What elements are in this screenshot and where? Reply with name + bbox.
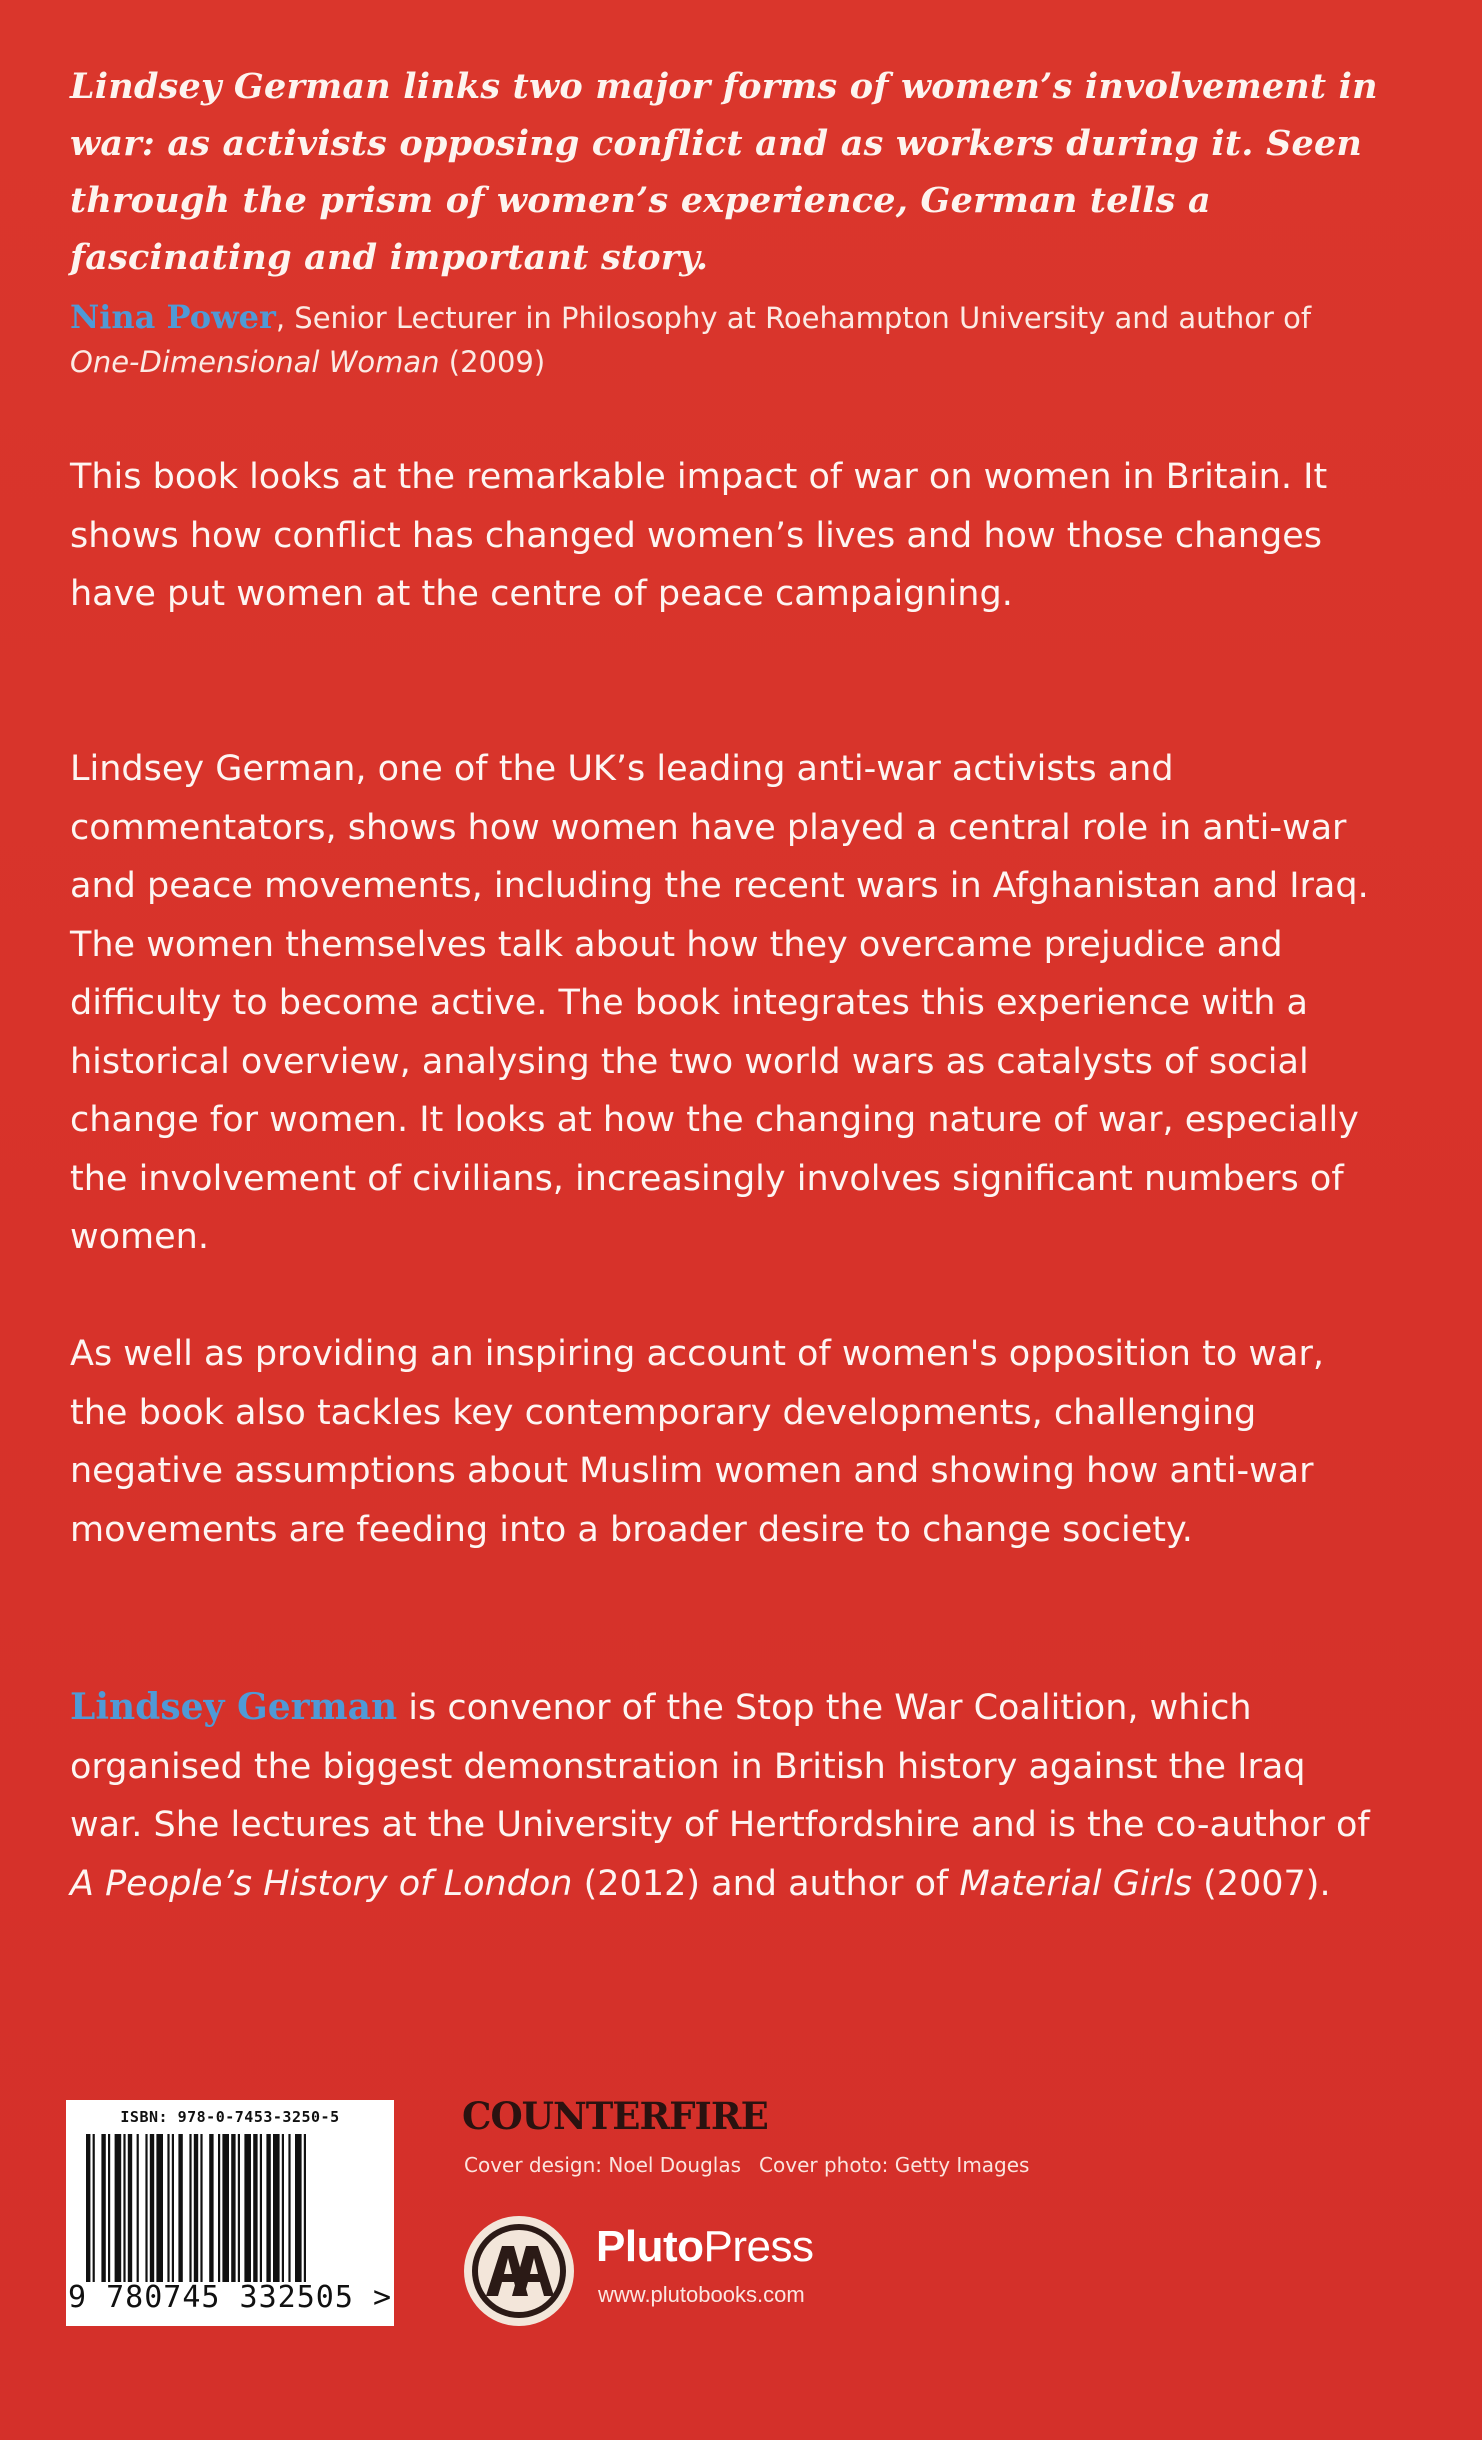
isbn-number: ISBN: 978-0-7453-3250-5 [120,2108,340,2126]
author-bio-book: A People’s History of London [70,1863,573,1904]
quote-author-book: One-Dimensional Woman [70,345,440,379]
quote-author-role: , Senior Lecturer in Philosophy at Roehampton University and author of [275,301,1312,335]
author-bio-text: is convenor of the Stop the War Coalition, which organised the biggest demonstration in British history against the Iraq war. She lectures at the University of Hertfordshire and is the co-author of [70,1688,1370,1845]
author-bio-text: (2012) and author of [572,1863,960,1904]
quote-attribution [70,295,1380,384]
quote-author-year: (2009) [439,345,546,379]
counterfire-logo: COUNTERFIRE [462,2094,768,2138]
cover-photo-credit: Cover photo: Getty Images [759,2153,1030,2177]
author-name: Lindsey German [70,1686,398,1728]
description-paragraph: Lindsey German, one of the UK’s leading anti-war activists and commentators, shows how women have played a central role in anti-war and peace movements, including the recent wars in Afghanistan and Iraq. The women themselves talk about how they overcame prejudice and difficulty to become active. The book integrates this experience with a historical overview, analysing the two world wars as catalysts of social change for women. It looks at how the changing nature of war, especially the involvement of civilians, increasingly involves significant numbers of women. [70,749,1369,1257]
barcode-bars [86,2134,374,2282]
cover-credits [464,2153,1047,2177]
description-paragraph: This book looks at the remarkable impact of war on women in Britain. It shows how conflict has changed women’s lives and how those changes have put women at the centre of peace campaigning. [70,457,1328,614]
pluto-press-wordmark: PlutoPress [596,2222,814,2271]
author-bio [70,1678,1380,1913]
ean-number: 9 780745 332505 > [67,2280,393,2315]
description-paragraph: As well as providing an inspiring account of women's opposition to war, the book also tackles key contemporary developments, challenging negative assumptions about Muslim women and showing how anti-war movements are feeding into a broader desire to change society. [70,1334,1324,1550]
publisher-url: www.plutobooks.com [598,2282,805,2307]
endorsement-quote: Lindsey German links two major forms of women’s involvement in war: as activists opposing conflict and as workers during it. Seen through the prism of women’s experience, German tells a fascinating and important story. [70,66,1378,278]
pluto-press-logo-icon [462,2214,576,2328]
quote-author-name: Nina Power [70,298,276,336]
author-bio-book: Material Girls [959,1863,1192,1904]
cover-design-credit: Cover design: Noel Douglas [464,2153,742,2177]
author-bio-text: (2007). [1191,1863,1331,1904]
isbn-barcode [66,2100,394,2326]
